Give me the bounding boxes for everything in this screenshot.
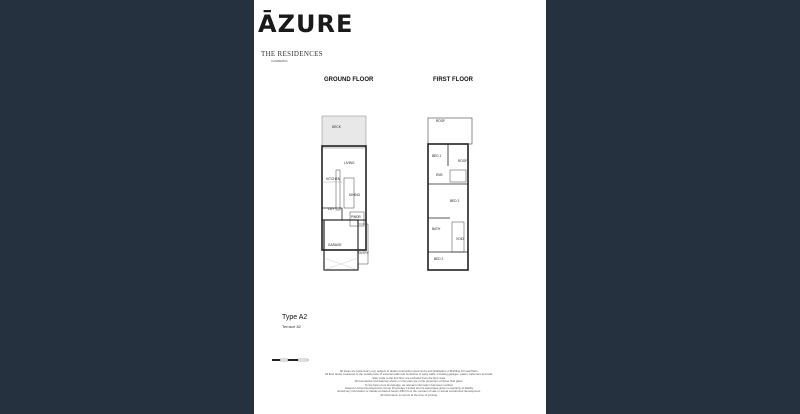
room-bed3: BED 3	[450, 199, 460, 203]
brand-location: CANBERRA	[271, 59, 288, 63]
brand-subtitle: THE RESIDENCES	[261, 50, 323, 58]
room-kitchen: KITCHEN	[326, 177, 340, 181]
ground-floor-plan	[314, 108, 384, 280]
brand-logo: ĀZURE	[258, 10, 354, 38]
unit-type: Type A2	[282, 314, 308, 321]
room-entry: ENTRY	[358, 251, 369, 255]
room-deck: DECK	[332, 125, 341, 129]
first-floor-title: FIRST FLOOR	[433, 77, 473, 83]
disclaimer	[314, 370, 504, 397]
room-ens: ENS	[436, 173, 443, 177]
disclaimer-line: However Azure Developments Group Proprietary Limited and its associates gives no warranty of liability	[344, 386, 474, 391]
disclaimer-line: Stair voids to the first floor are excluded from the floor area.	[372, 375, 446, 380]
disclaimer-line: All floor areas measured to the outside face of external walls and centreline of party walls, including garages, patios, balconies and stair.	[324, 372, 494, 377]
scale-bar	[272, 357, 310, 365]
first-floor-plan	[420, 108, 490, 280]
floor-plan-sheet	[254, 0, 546, 414]
room-ldy: LDY	[328, 207, 335, 211]
disclaimer-line: All information is correct at the time of printing.	[380, 392, 438, 397]
room-roof-side: ROOF	[458, 159, 468, 163]
disclaimer-line: All boundaries and features shown on this plan are in the proportion of those final plans.	[354, 379, 464, 384]
room-bath: BATH	[432, 227, 441, 231]
disclaimer-line: To the best of our knowledge, as relevant information has been verified.	[364, 382, 454, 387]
room-pwdr: PWDR	[351, 215, 361, 219]
ground-floor-title: GROUND FLOOR	[324, 77, 374, 83]
room-dining: DINING	[349, 193, 361, 197]
disclaimer-line: All areas are preliminary only, subject to detail construction documents and finalisation of Building Format Plans.	[339, 369, 479, 373]
room-roof: ROOF	[436, 119, 446, 123]
room-bed2: BED 2	[434, 257, 444, 261]
disclaimer-line: should any information or details contained herein differ from the contract of sale or actual constructed development.	[337, 389, 481, 394]
room-living: LIVING	[344, 161, 355, 165]
room-bed1: BED 1	[432, 154, 442, 158]
room-void: VOID	[456, 237, 464, 241]
room-garage: GARAGE	[328, 243, 342, 247]
unit-terrace: Terrace 82	[282, 324, 301, 329]
